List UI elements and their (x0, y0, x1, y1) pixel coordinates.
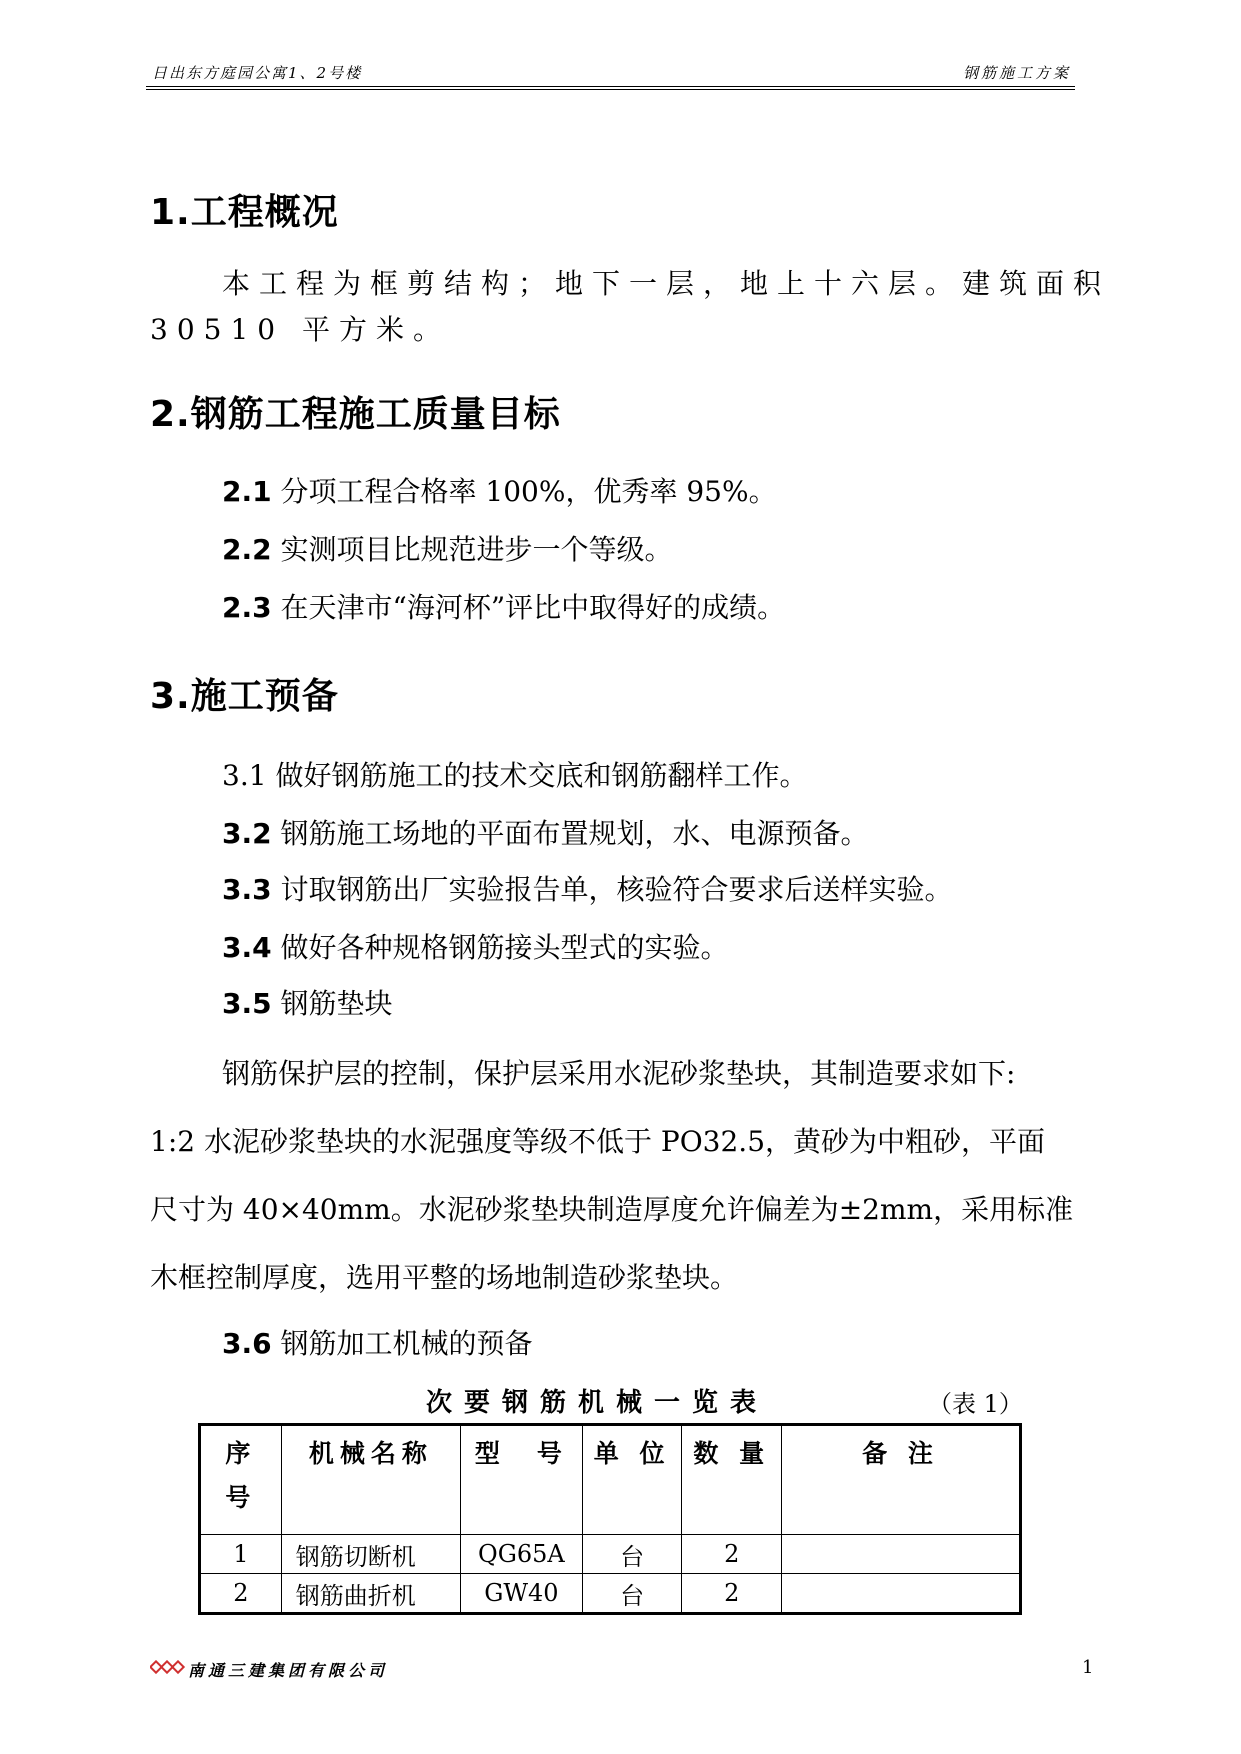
spacer-paragraph-line-4: 木框控制厚度，选用平整的场地制造砂浆垫块。 (150, 1261, 739, 1294)
item-3-5-number: 3.5 (222, 987, 272, 1020)
item-2-1-number: 2.1 (222, 475, 272, 508)
item-3-4 (222, 931, 729, 964)
item-2-1 (222, 475, 777, 508)
cell-qty: 2 (682, 1535, 782, 1574)
item-2-2-number: 2.2 (222, 533, 272, 566)
table-note: （表 1） (928, 1390, 1023, 1418)
spacer-paragraph-line-3: 尺寸为 40×40mm。水泥砂浆垫块制造厚度允许偏差为±2mm，采用标准 (150, 1193, 1074, 1226)
header-model: 型 号 (460, 1425, 582, 1535)
item-2-3 (222, 591, 786, 624)
cell-model: QG65A (460, 1535, 582, 1574)
item-3-3 (222, 873, 953, 906)
machinery-table (198, 1423, 1022, 1615)
cell-name: 钢筋曲折机 (281, 1574, 460, 1614)
header-seq-line-2: 号 (225, 1483, 257, 1512)
header-rule-secondary (146, 89, 1075, 90)
cell-qty: 2 (682, 1574, 782, 1614)
cell-unit: 台 (582, 1535, 682, 1574)
header-remark: 备 注 (782, 1425, 1021, 1535)
spacer-paragraph-line-1: 钢筋保护层的控制，保护层采用水泥砂浆垫块，其制造要求如下: (222, 1057, 1016, 1090)
item-2-3-text: 在天津市“海河杯”评比中取得好的成绩。 (280, 591, 786, 624)
item-3-4-number: 3.4 (222, 931, 272, 964)
table-row (200, 1574, 1021, 1614)
item-3-5 (222, 987, 393, 1020)
item-3-3-number: 3.3 (222, 873, 272, 906)
item-3-6 (222, 1327, 533, 1360)
item-3-5-text: 钢筋垫块 (280, 987, 393, 1020)
cell-seq: 2 (200, 1574, 282, 1614)
header-seq-line-1: 序 (225, 1439, 257, 1468)
item-3-1-text: 做好钢筋施工的技术交底和钢筋翻样工作。 (275, 759, 808, 792)
section-1-line-2: 30510 平方米。 (150, 313, 450, 346)
header-seq (200, 1425, 282, 1535)
item-2-2 (222, 533, 673, 566)
section-2-title: 2.钢筋工程施工质量目标 (150, 394, 561, 435)
header-project-name: 日出东方庭园公寓1、2号楼 (152, 64, 363, 82)
header-doc-title: 钢筋施工方案 (962, 64, 1071, 82)
cell-remark (782, 1574, 1021, 1614)
table-title: 次要钢筋机械一览表 (426, 1388, 769, 1418)
cell-seq: 1 (200, 1535, 282, 1574)
cell-model: GW40 (460, 1574, 582, 1614)
section-3-title: 3.施工预备 (150, 676, 339, 717)
header-rule (146, 86, 1075, 87)
item-2-2-text: 实测项目比规范进步一个等级。 (280, 533, 673, 566)
table-row (200, 1535, 1021, 1574)
section-1-line-1: 本工程为框剪结构；地下一层，地上十六层。建筑面积 (222, 267, 1111, 300)
header-name: 机械名称 (281, 1425, 460, 1535)
item-3-4-text: 做好各种规格钢筋接头型式的实验。 (280, 931, 729, 964)
section-1-title: 1.工程概况 (150, 192, 339, 233)
item-3-2-number: 3.2 (222, 817, 272, 850)
cell-unit: 台 (582, 1574, 682, 1614)
header-unit: 单 位 (582, 1425, 682, 1535)
item-3-6-text: 钢筋加工机械的预备 (280, 1327, 533, 1360)
table-header-row (200, 1425, 1021, 1535)
cell-name: 钢筋切断机 (281, 1535, 460, 1574)
item-3-1 (222, 759, 808, 792)
company-logo-icon (150, 1660, 186, 1676)
cell-remark (782, 1535, 1021, 1574)
item-2-3-number: 2.3 (222, 591, 272, 624)
spacer-paragraph-line-2: 1:2 水泥砂浆垫块的水泥强度等级不低于 PO32.5，黄砂为中粗砂，平面 (150, 1125, 1046, 1158)
item-3-3-text: 讨取钢筋出厂实验报告单，核验符合要求后送样实验。 (280, 873, 953, 906)
item-3-6-number: 3.6 (222, 1327, 272, 1360)
item-2-1-text: 分项工程合格率 100%，优秀率 95%。 (280, 475, 777, 508)
item-3-2-text: 钢筋施工场地的平面布置规划，水、电源预备。 (280, 817, 869, 850)
item-3-1-number: 3.1 (222, 759, 267, 792)
footer-company-name: 南通三建集团有限公司 (188, 1661, 389, 1680)
item-3-2 (222, 817, 869, 850)
page-number: 1 (1082, 1657, 1094, 1678)
header-qty: 数 量 (682, 1425, 782, 1535)
